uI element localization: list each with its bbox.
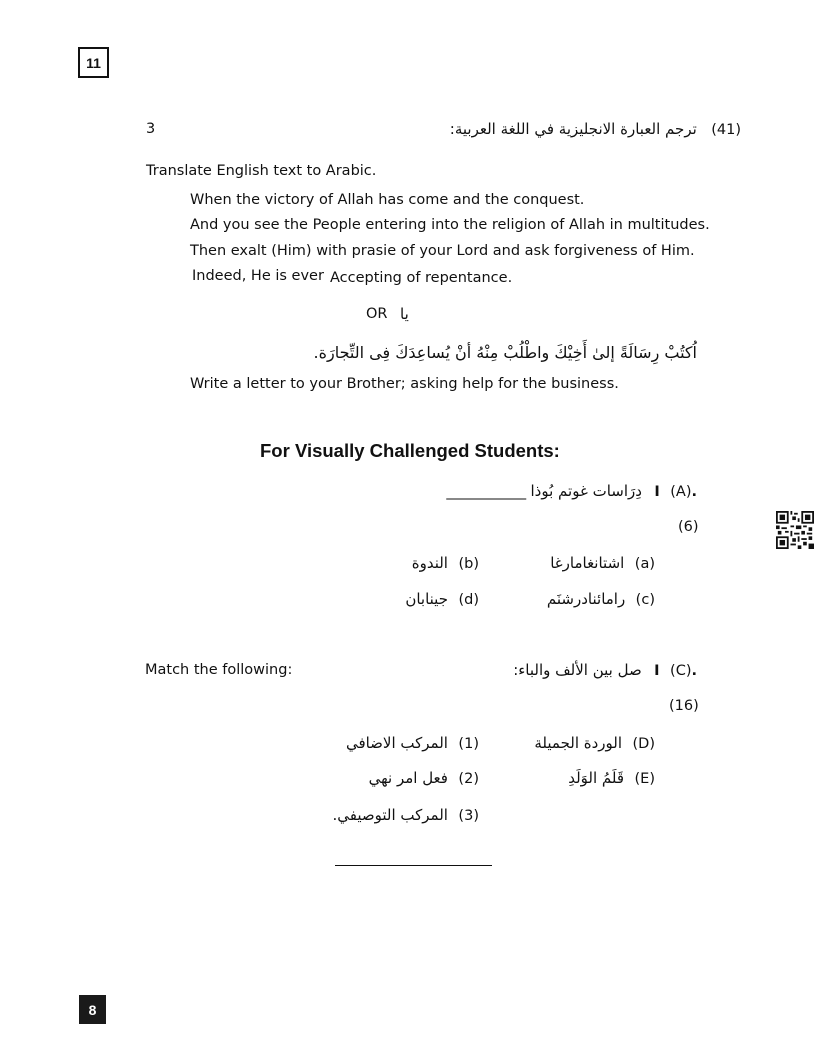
match-b-3 — [333, 806, 480, 825]
q41-header — [450, 120, 741, 139]
q41-alt-en: Write a letter to your Brother; asking help for the business. — [190, 376, 619, 392]
match-b-3-text: المركب التوصيفي. — [332, 806, 448, 824]
part-a-blank: ___________ — [446, 484, 527, 500]
match-a-1-text: الوردة الجميلة — [534, 734, 623, 752]
match-a-2-label: (E) — [634, 771, 655, 787]
option-a-label: (a) — [634, 556, 655, 572]
match-b-2-text: فعل امر نهي — [368, 769, 448, 787]
option-c — [547, 590, 655, 609]
match-b-2-label: (2) — [458, 771, 479, 787]
part-a-marks: (6) — [678, 519, 699, 535]
or-ar: يا — [400, 305, 409, 323]
match-a-2-text: قَلَمُ الوَلَدِ — [568, 769, 625, 787]
q41-instruction-en: Translate English text to Arabic. — [146, 163, 377, 179]
option-d-label: (d) — [458, 592, 479, 608]
option-a — [550, 554, 655, 573]
or-en: OR — [366, 306, 388, 322]
match-b-2 — [369, 769, 479, 788]
match-b-1-label: (1) — [458, 736, 479, 752]
part-a-roman: .I — [654, 484, 697, 500]
part-c-prompt-ar: صل بين الألف والباء: — [513, 661, 642, 679]
qr-code-icon — [776, 511, 814, 549]
match-b-3-label: (3) — [458, 808, 479, 824]
q41-line-5: Accepting of repentance. — [330, 270, 513, 286]
match-a-2 — [568, 769, 655, 788]
part-a-label: (A) — [670, 484, 692, 500]
q41-number: (41) — [711, 122, 741, 138]
option-a-text: اشتانغامارغا — [550, 554, 625, 572]
option-c-label: (c) — [635, 592, 655, 608]
option-d-text: جينابان — [405, 590, 448, 608]
q41-line-2: And you see the People entering into the religion of Allah in multitudes. — [190, 217, 710, 233]
part-c-prompt-en: Match the following: — [145, 662, 293, 678]
q41-line-3: Then exalt (Him) with prasie of your Lord and ask forgiveness of Him. — [190, 243, 695, 259]
part-a-row — [446, 482, 697, 501]
q41-line-1: When the victory of Allah has come and the conquest. — [190, 192, 585, 208]
part-c-marks: (16) — [669, 698, 699, 714]
page-number-box: 11 — [78, 47, 109, 78]
match-a-1-label: (D) — [632, 736, 655, 752]
part-c-roman: .I — [654, 663, 697, 679]
option-c-text: رامائنادرشنَم — [546, 590, 626, 608]
q41-alt-ar: اُكتُبْ رِسَالَةً إلىٰ أَخِيْكَ واطْلُبْ مِنْهُ أنْ يُساعِدَكَ فِى التِّجارَة. — [313, 343, 697, 362]
match-b-1 — [346, 734, 479, 753]
option-b-text: الندوة — [411, 554, 448, 572]
option-b-label: (b) — [458, 556, 479, 572]
q41-instruction-ar: ترجم العبارة الانجليزية في اللغة العربية: — [449, 120, 697, 138]
section-title: For Visually Challenged Students: — [260, 440, 560, 461]
part-a-prompt: دِرَاسات غوتم بُوذا — [530, 482, 642, 500]
q41-line-4: Indeed, He is ever — [192, 268, 324, 284]
option-d — [405, 590, 479, 609]
q41-marks: 3 — [146, 121, 156, 137]
option-b — [412, 554, 479, 573]
match-a-1 — [534, 734, 655, 753]
part-c-row — [513, 661, 697, 680]
part-c-label: (C) — [670, 663, 692, 679]
end-divider — [335, 865, 492, 866]
footer-page-number: 8 — [79, 995, 106, 1024]
match-b-1-text: المركب الاضافي — [345, 734, 448, 752]
